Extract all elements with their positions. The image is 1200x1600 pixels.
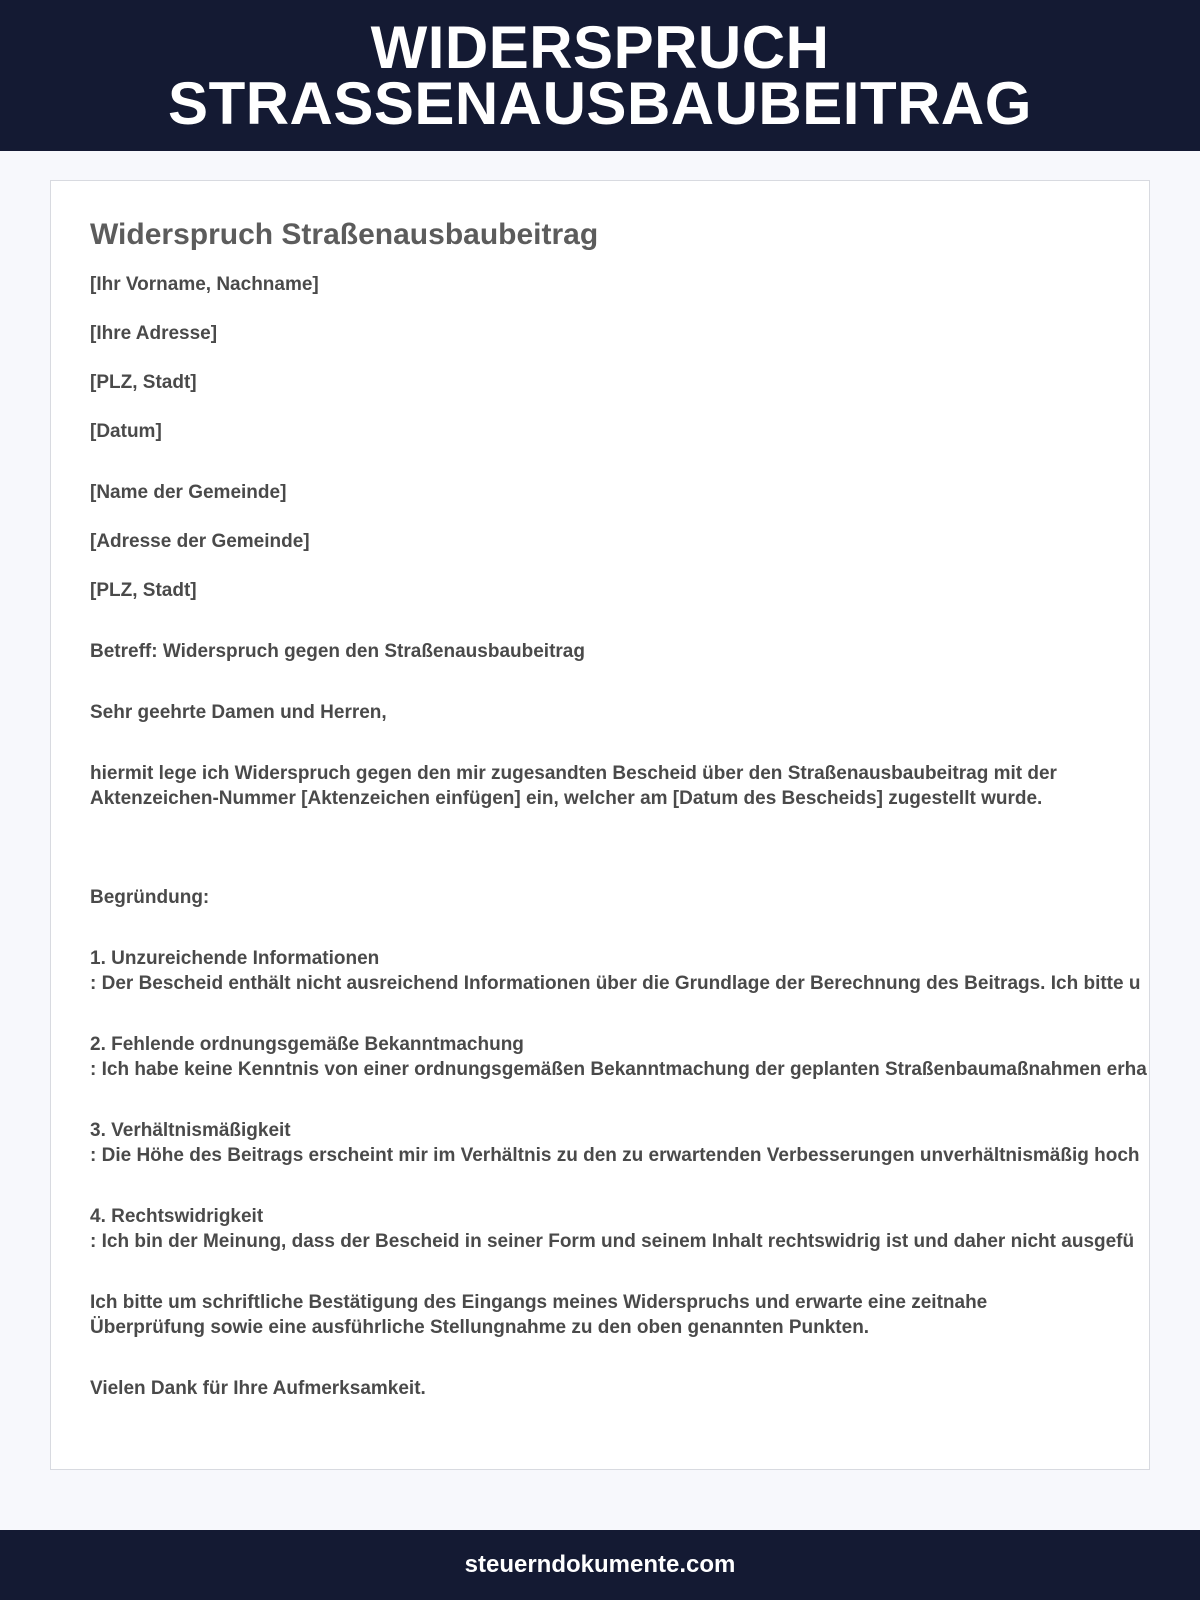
reason-text: : Ich bin der Meinung, dass der Bescheid in seiner Form und seinem Inhalt rechtswidrig ist und daher nicht ausgefü — [90, 1231, 1135, 1252]
reason-text: : Ich habe keine Kenntnis von einer ordnungsgemäßen Bekanntmachung der geplanten Straßenbaumaßnahmen erha — [90, 1059, 1147, 1080]
footer-site-link[interactable]: steuerndokumente.com — [464, 1551, 736, 1578]
header-banner — [0, 0, 1200, 151]
reason-title: 4. Rechtswidrigkeit — [90, 1206, 264, 1227]
sender-city: [PLZ, Stadt] — [90, 372, 197, 393]
reason-text: : Die Höhe des Beitrags erscheint mir im Verhältnis zu den zu erwartenden Verbesserungen unverhältnismäßig hoch — [90, 1145, 1140, 1166]
thanks-line: Vielen Dank für Ihre Aufmerksamkeit. — [90, 1378, 426, 1399]
reason-item — [90, 1204, 1134, 1254]
sender-date: [Datum] — [90, 421, 162, 442]
reason-item — [90, 1032, 1147, 1082]
recipient-name: [Name der Gemeinde] — [90, 482, 287, 503]
recipient-city: [PLZ, Stadt] — [90, 580, 197, 601]
banner-title: WIDERSPRUCH STRASSENAUSBAUBEITRAG — [168, 13, 1032, 137]
recipient-address: [Adresse der Gemeinde] — [90, 531, 310, 552]
footer-bar — [0, 1530, 1200, 1600]
reason-title: 3. Verhältnismäßigkeit — [90, 1120, 291, 1141]
closing-request: Ich bitte um schriftliche Bestätigung des Eingangs meines Widerspruchs und erwarte eine zeitnahe Überprüfung sowie eine ausführliche Stellungnahme zu den oben genannten Punkten. — [90, 1292, 988, 1338]
reason-title: 1. Unzureichende Informationen — [90, 948, 380, 969]
reason-item — [90, 946, 1140, 996]
reason-item — [90, 1118, 1140, 1168]
sender-address: [Ihre Adresse] — [90, 323, 218, 344]
intro-paragraph: hiermit lege ich Widerspruch gegen den mir zugesandten Bescheid über den Straßenausbaubeitrag mit der Aktenzeichen-Nummer [Aktenzeichen einfügen] ein, welcher am [Datum des Bescheids] zugestellt wurde. — [90, 763, 1057, 809]
reason-text: : Der Bescheid enthält nicht ausreichend Informationen über die Grundlage der Berechnung des Beitrags. Ich bitte u — [90, 973, 1141, 994]
salutation: Sehr geehrte Damen und Herren, — [90, 702, 387, 723]
document-title: Widerspruch Straßenausbaubeitrag — [90, 218, 599, 251]
subject-line: Betreff: Widerspruch gegen den Straßenausbaubeitrag — [90, 641, 585, 662]
document-card — [50, 180, 1150, 1470]
sender-name: [Ihr Vorname, Nachname] — [90, 274, 319, 295]
reason-title: 2. Fehlende ordnungsgemäße Bekanntmachung — [90, 1034, 524, 1055]
reasons-heading: Begründung: — [90, 887, 210, 908]
